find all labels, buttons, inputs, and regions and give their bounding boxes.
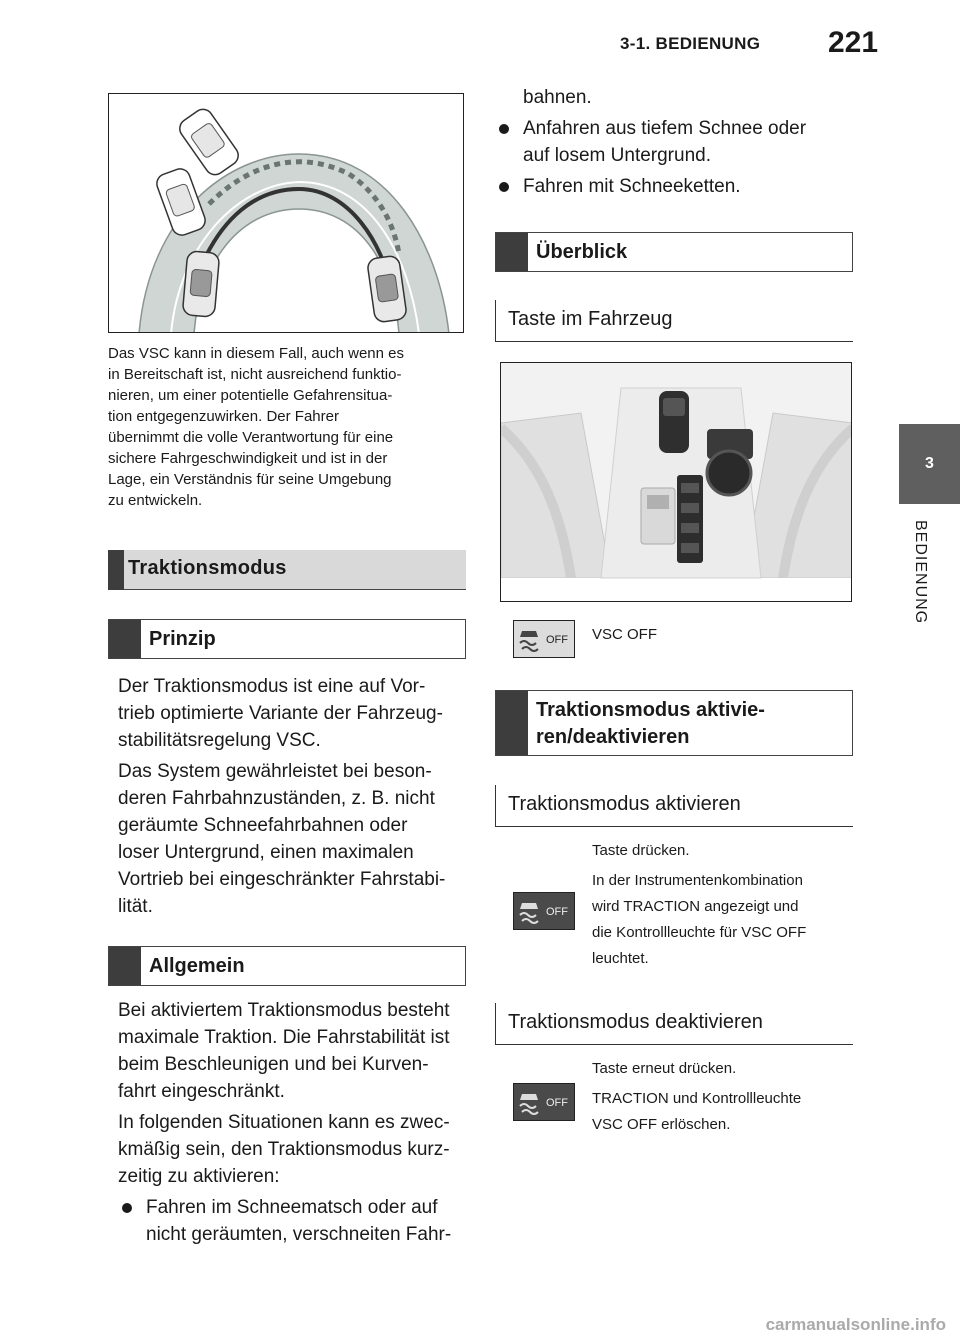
heading-traktionsmodus: Traktionsmodus — [108, 550, 466, 590]
curve-drawing — [109, 94, 464, 333]
curve-illustration — [108, 93, 464, 333]
allgemein-text: Bei aktiviertem Traktionsmodus besteht maximale Traktion. Die Fahrstabilität ist beim Beschleunigen und bei Kurven- fahrt eingeschränkt. In folgenden Situationen kann es zwec- kmäßig sein, den Traktionsmodus kurz- zeitig zu aktivieren: Fahren im Schneematsch oder auf nicht geräumten, verschneiten Fahr- — [118, 997, 466, 1248]
vsc-off-label: VSC OFF — [592, 626, 658, 643]
heading-prinzip: Prinzip — [108, 619, 466, 659]
page-number: 221 — [828, 26, 879, 59]
svg-text:OFF: OFF — [546, 906, 568, 918]
bullet-schneeketten: Fahren mit Schneeketten. — [495, 173, 855, 200]
vsc-off-icon — [513, 620, 575, 658]
bullet-schneematsch: Fahren im Schneematsch oder auf nicht geräumten, verschneiten Fahr- — [118, 1194, 466, 1248]
heading-aktivieren-deaktivieren: Traktionsmodus aktivie- ren/deaktivieren — [495, 690, 853, 756]
console-drawing — [501, 363, 852, 602]
svg-text:OFF: OFF — [546, 1097, 568, 1109]
car-3 — [182, 251, 219, 318]
figure-caption: Das VSC kann in diesem Fall, auch wenn es in Bereitschaft ist, nicht ausreichend funktio- nieren, um einer potentielle Gefahrensitua- tion entgegenzuwirken. Der Fahrer übernimmt die volle Verantwortung für eine sichere Fahrgeschwindigkeit und ist in der Lage, ein Verständnis für seine Umgebung zu entwickeln. — [108, 345, 404, 509]
vsc-off-button-icon — [513, 892, 575, 930]
heading-aktivieren: Traktionsmodus aktivieren — [495, 785, 853, 827]
heading-deaktivieren: Traktionsmodus deaktivieren — [495, 1003, 853, 1045]
vsc-off-button-icon-2 — [513, 1083, 575, 1121]
car-1 — [176, 105, 242, 178]
car-2 — [154, 166, 208, 238]
chapter-tab[interactable]: 3 — [899, 424, 960, 504]
aktivieren-steps: Taste drücken. In der Instrumentenkombination wird TRACTION angezeigt und die Kontrollleuchte für VSC OFF leuchtet. — [592, 842, 807, 967]
bullet-anfahren: Anfahren aus tiefem Schnee oder auf losem Untergrund. — [495, 115, 855, 169]
right-bullets: bahnen. Anfahren aus tiefem Schnee oder auf losem Untergrund. Fahren mit Schneeketten. — [495, 84, 855, 200]
console-image — [500, 362, 852, 602]
prinzip-text: Der Traktionsmodus ist eine auf Vor- trieb optimierte Variante der Fahrzeug- stabilitätsregelung VSC. Das System gewährleistet bei beson- deren Fahrbahnzuständen, z. B. nicht geräumte Schneefahrbahnen oder loser Untergrund, einen maximalen Vortrieb bei eingeschränkter Fahrstabi- lität. — [118, 676, 446, 917]
section-label: 3-1. BEDIENUNG — [620, 34, 761, 53]
footer-watermark: carmanualsonline.info — [765, 1315, 946, 1334]
deaktivieren-steps: Taste erneut drücken. TRACTION und Kontrollleuchte VSC OFF erlöschen. — [592, 1060, 802, 1133]
svg-text:OFF: OFF — [546, 634, 568, 646]
heading-ueberblick: Überblick — [495, 232, 853, 272]
chapter-label: BEDIENUNG — [912, 520, 929, 625]
heading-taste: Taste im Fahrzeug — [495, 300, 853, 342]
heading-allgemein: Allgemein — [108, 946, 466, 986]
